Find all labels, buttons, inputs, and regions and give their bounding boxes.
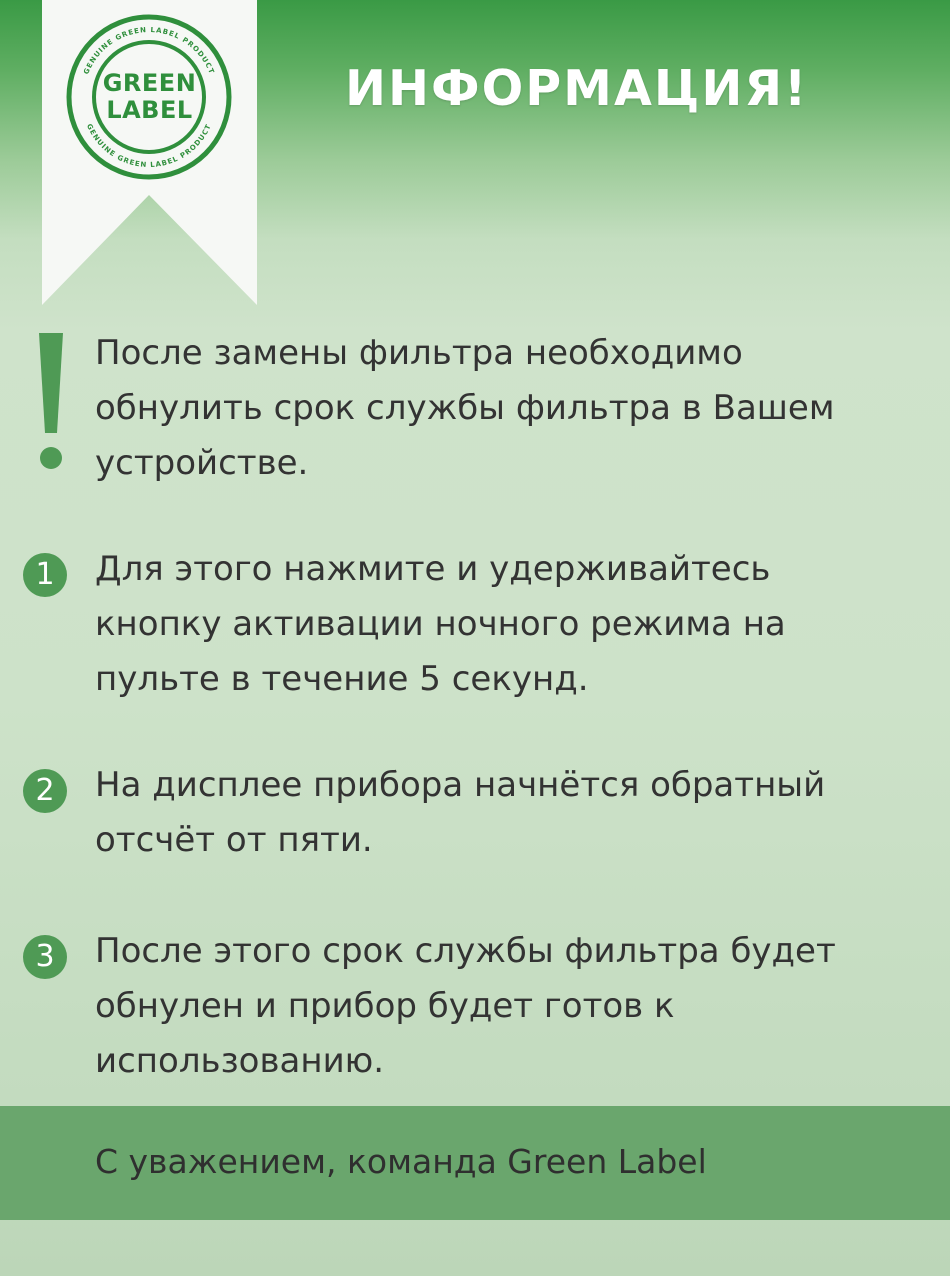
step-line: После этого срок службы фильтра будет bbox=[95, 931, 836, 971]
notice-line: обнулить срок службы фильтра в Вашем bbox=[95, 388, 835, 428]
step-line: На дисплее прибора начнётся обратный bbox=[95, 765, 826, 805]
step-2-text bbox=[95, 758, 935, 868]
step-line: отсчёт от пяти. bbox=[95, 820, 373, 860]
footer-bar bbox=[0, 1106, 950, 1220]
notice-line: После замены фильтра необходимо bbox=[95, 333, 743, 373]
badge-line-1: GREEN bbox=[102, 69, 197, 97]
green-label-ribbon bbox=[42, 0, 257, 305]
footer-signature: С уважением, команда Green Label bbox=[95, 1142, 707, 1181]
step-line: пульте в течение 5 секунд. bbox=[95, 659, 589, 699]
svg-text:GENUINE GREEN LABEL PRODUCT: GENUINE GREEN LABEL PRODUCT bbox=[82, 25, 216, 76]
step-line: обнулен и прибор будет готов к bbox=[95, 986, 675, 1026]
step-line: использованию. bbox=[95, 1041, 385, 1081]
step-2-number: 2 bbox=[23, 769, 67, 813]
step-line: Для этого нажмите и удерживайтесь bbox=[95, 549, 771, 589]
green-label-logo bbox=[42, 0, 257, 305]
step-3-text bbox=[95, 924, 935, 1089]
notice-line: устройстве. bbox=[95, 443, 309, 483]
badge-line-2: LABEL bbox=[106, 96, 193, 124]
exclamation-icon bbox=[36, 333, 66, 473]
step-line: кнопку активации ночного режима на bbox=[95, 604, 786, 644]
step-3-number: 3 bbox=[23, 935, 67, 979]
step-1-text bbox=[95, 542, 935, 707]
svg-text:GENUINE GREEN LABEL PRODUCT: GENUINE GREEN LABEL PRODUCT bbox=[84, 122, 213, 170]
page-title: ИНФОРМАЦИЯ! bbox=[345, 60, 809, 117]
notice-text bbox=[95, 326, 935, 491]
step-1-number: 1 bbox=[23, 553, 67, 597]
